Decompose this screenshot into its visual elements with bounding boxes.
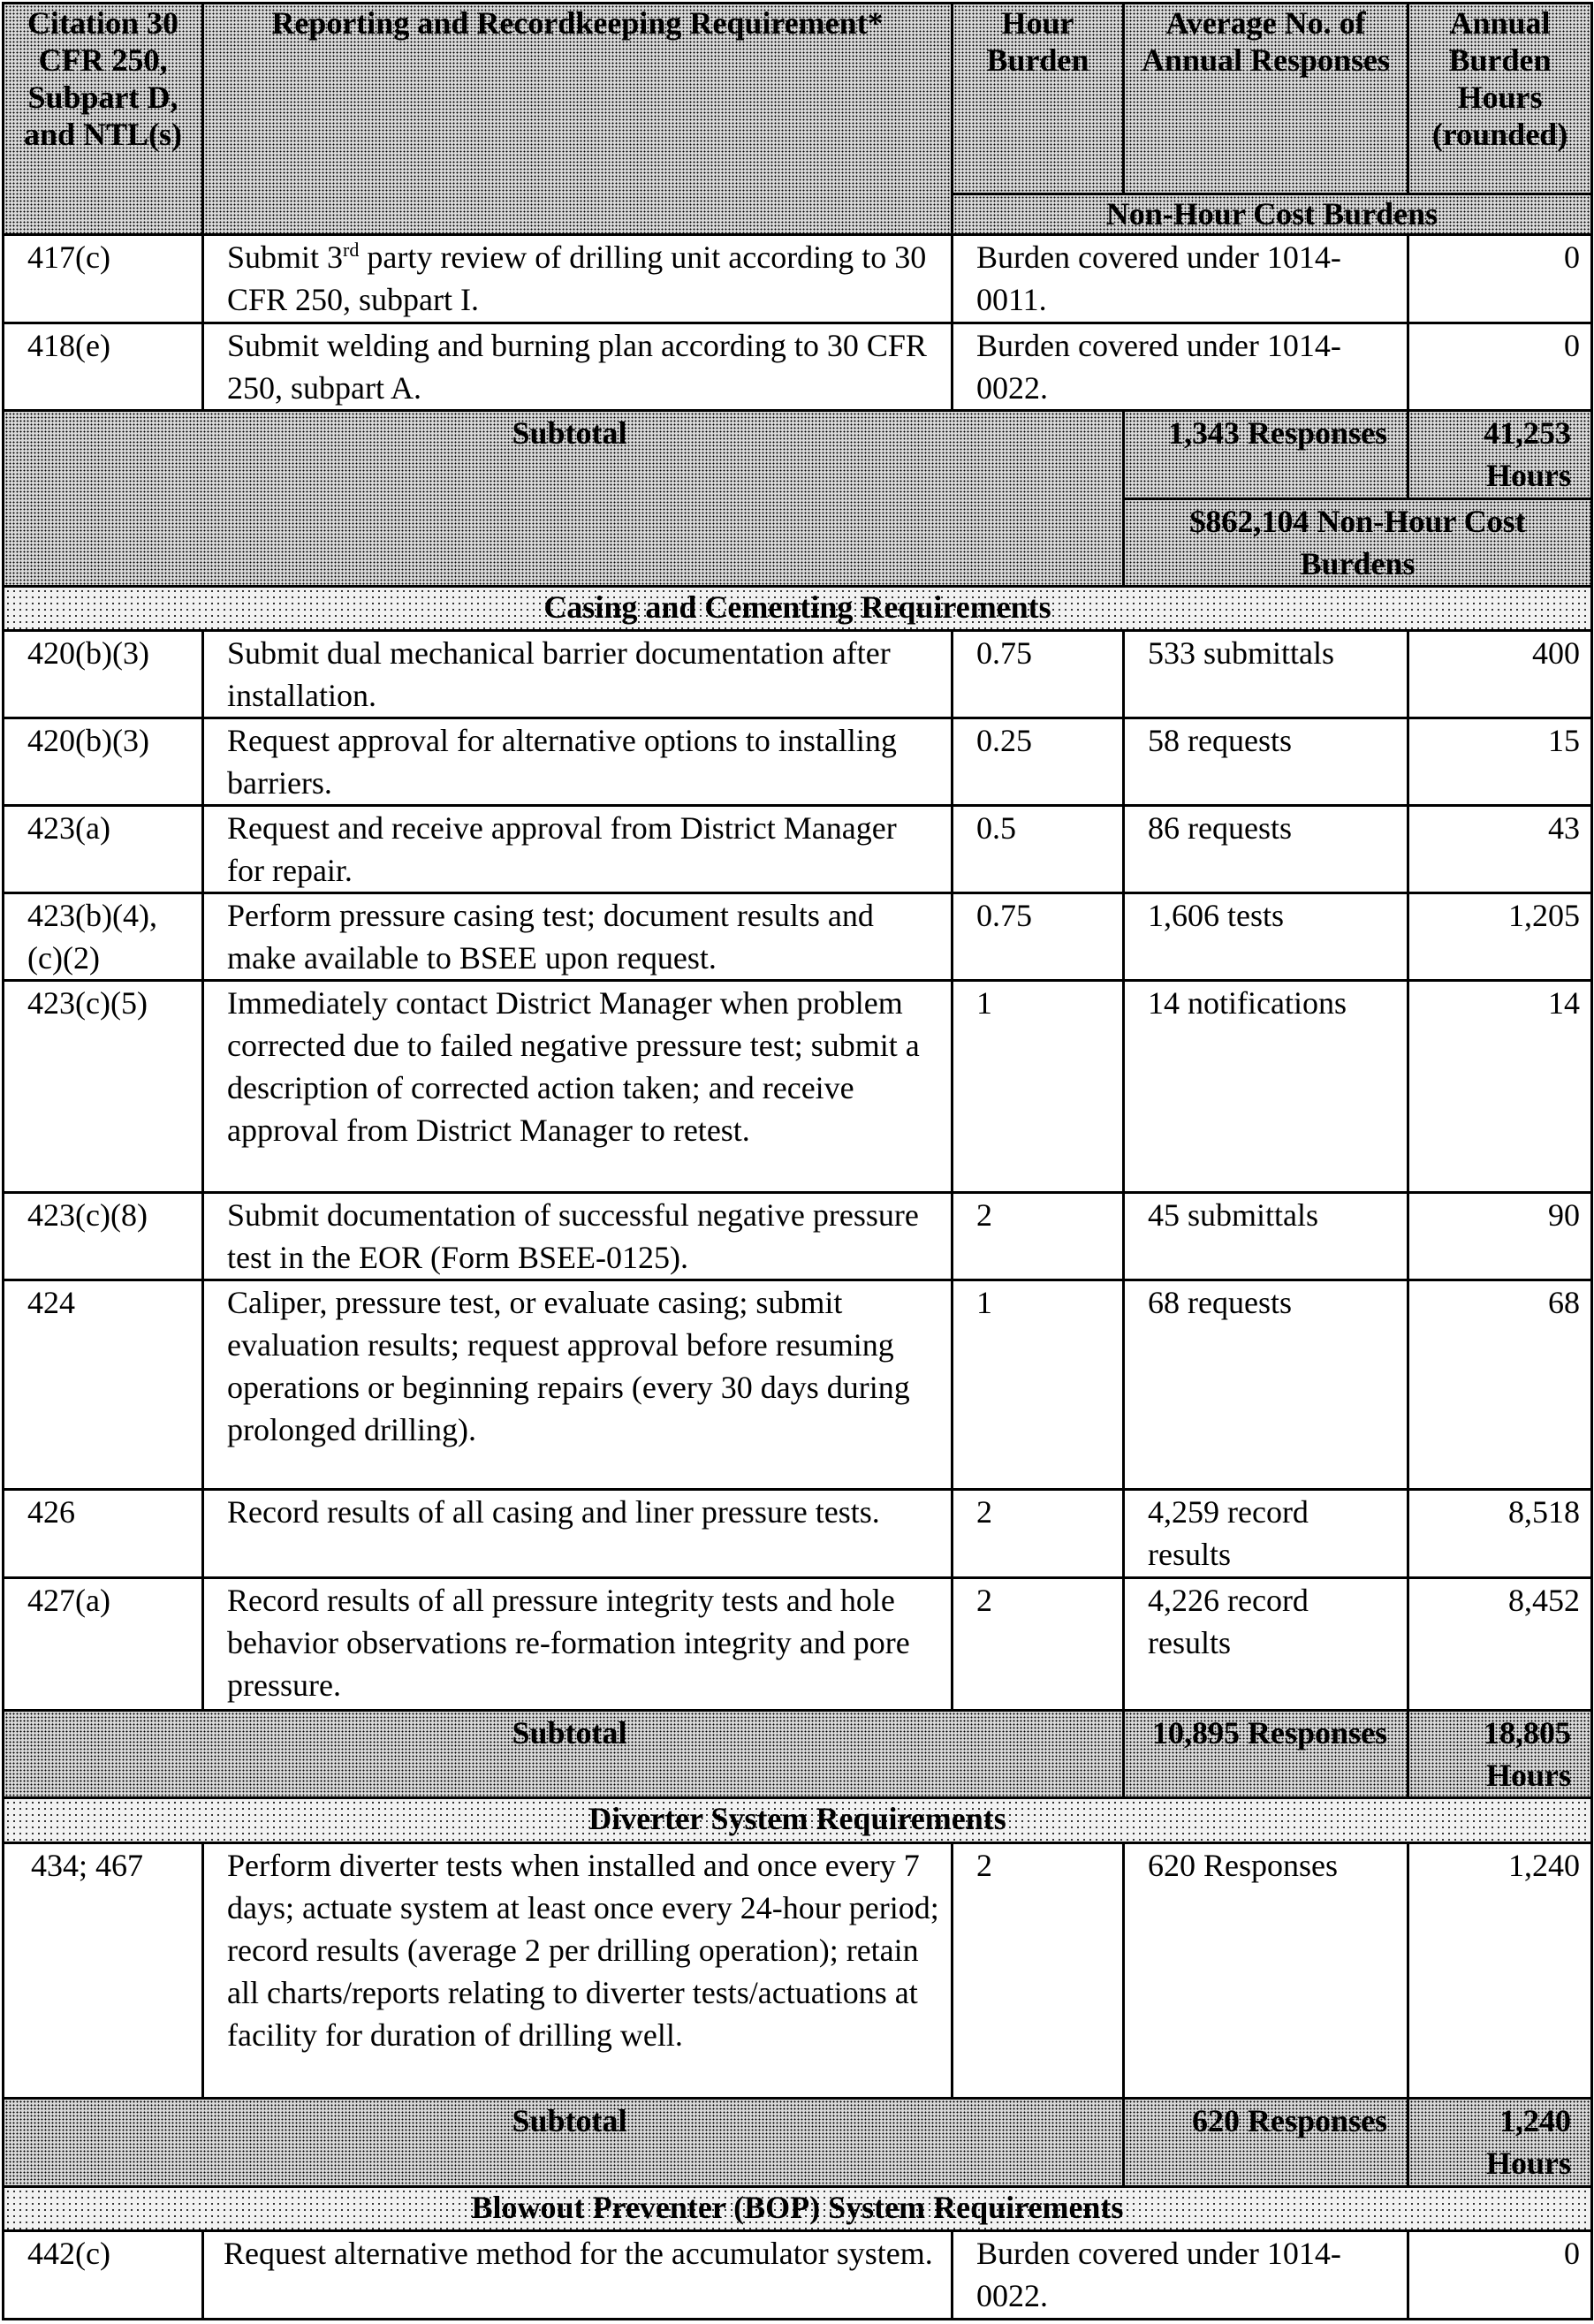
burden-note-cell: Burden covered under 1014-0022.: [953, 2231, 1408, 2320]
responses-cell: 4,226 record results: [1124, 1578, 1408, 1711]
annual-burden-cell: 90: [1408, 1193, 1592, 1280]
hour-burden-cell: 0.5: [953, 806, 1124, 893]
responses-cell: 1,606 tests: [1124, 893, 1408, 981]
header-row: [4, 4, 1592, 194]
table-row: [4, 1280, 1592, 1490]
requirement-cell: Submit dual mechanical barrier documentation after installation.: [203, 631, 953, 718]
citation-cell: 423(c)(8): [4, 1193, 203, 1280]
subtotal-hours: 1,240 Hours: [1408, 2099, 1592, 2187]
header-avg-responses: [1124, 4, 1408, 194]
requirement-cell: Immediately contact District Manager when problem corrected due to failed negative pressure test; submit a description of corrected action taken; and receive approval from District Manager to retest.: [203, 981, 953, 1193]
header-annual-burden-text: Annual Burden Hours (rounded): [1431, 5, 1568, 152]
subtotal-responses: 620 Responses: [1124, 2099, 1408, 2187]
subtotal-responses: 10,895 Responses: [1124, 1711, 1408, 1798]
table-row: [4, 1578, 1592, 1711]
header-requirement-text: Reporting and Recordkeeping Requirement*: [271, 5, 884, 41]
annual-burden-cell: 43: [1408, 806, 1592, 893]
section-header-row: [4, 587, 1592, 631]
citation-cell: 426: [4, 1490, 203, 1578]
requirement-cell: Perform diverter tests when installed and once every 7 days; actuate system at least once every 24-hour period; record results (average 2 per drilling operation); retain all charts/reports relating to diverter tests/actuations at facility for duration of drilling well.: [203, 1843, 953, 2099]
citation-cell: 423(b)(4), (c)(2): [4, 893, 203, 981]
requirement-cell: Perform pressure casing test; document results and make available to BSEE upon request.: [203, 893, 953, 981]
table-row: [4, 2231, 1592, 2320]
subtotal-hours: 41,253 Hours: [1408, 411, 1592, 499]
subtotal-non-hour-cost: $862,104 Non-Hour Cost Burdens: [1124, 499, 1592, 587]
citation-cell: 427(a): [4, 1578, 203, 1711]
section-header-row: [4, 1798, 1592, 1843]
superscript: rd: [343, 239, 360, 261]
requirement-text: Submit 3: [227, 239, 344, 275]
responses-cell: 86 requests: [1124, 806, 1408, 893]
header-requirement: [203, 4, 953, 235]
citation-cell: 423(c)(5): [4, 981, 203, 1193]
citation-cell: 442(c): [4, 2231, 203, 2320]
table-row: [4, 323, 1592, 411]
header-hour-burden: [953, 4, 1124, 194]
header-non-hour-text: Non-Hour Cost Burdens: [1105, 196, 1438, 232]
subtotal-label: Subtotal: [4, 1711, 1124, 1798]
subtotal-row: [4, 411, 1592, 499]
section-bop-title: Blowout Preventer (BOP) System Requirements: [4, 2187, 1592, 2231]
responses-cell: 620 Responses: [1124, 1843, 1408, 2099]
subtotal-responses: 1,343 Responses: [1124, 411, 1408, 499]
burden-table: [2, 2, 1593, 2320]
citation-cell: 423(a): [4, 806, 203, 893]
header-citation-text: Citation 30 CFR 250, Subpart D, and NTL(s): [23, 5, 183, 152]
responses-cell: 68 requests: [1124, 1280, 1408, 1490]
annual-burden-cell: 8,452: [1408, 1578, 1592, 1711]
annual-burden-cell: 1,205: [1408, 893, 1592, 981]
table-row: [4, 981, 1592, 1193]
hour-burden-cell: 2: [953, 1193, 1124, 1280]
table-row: [4, 893, 1592, 981]
header-annual-burden: [1408, 4, 1592, 194]
requirement-cell: Caliper, pressure test, or evaluate casing; submit evaluation results; request approval before resuming operations or beginning repairs (every 30 days during prolonged drilling).: [203, 1280, 953, 1490]
table-row: [4, 1843, 1592, 2099]
responses-cell: 14 notifications: [1124, 981, 1408, 1193]
table-row: [4, 806, 1592, 893]
annual-burden-cell: 15: [1408, 718, 1592, 806]
subtotal-label: Subtotal: [4, 411, 1124, 587]
section-header-row: [4, 2187, 1592, 2231]
requirement-cell: [203, 235, 953, 323]
annual-burden-cell: 400: [1408, 631, 1592, 718]
citation-cell: 420(b)(3): [4, 631, 203, 718]
requirement-cell: Record results of all pressure integrity tests and hole behavior observations re-formation integrity and pore pressure.: [203, 1578, 953, 1711]
requirement-cell: Request approval for alternative options to installing barriers.: [203, 718, 953, 806]
citation-cell: 434; 467: [4, 1843, 203, 2099]
annual-burden-cell: 0: [1408, 2231, 1592, 2320]
annual-burden-cell: 0: [1408, 323, 1592, 411]
requirement-cell: Request alternative method for the accumulator system.: [203, 2231, 953, 2320]
hour-burden-cell: 0.25: [953, 718, 1124, 806]
responses-cell: 4,259 record results: [1124, 1490, 1408, 1578]
burden-note-cell: Burden covered under 1014-0011.: [953, 235, 1408, 323]
responses-cell: 45 submittals: [1124, 1193, 1408, 1280]
burden-note-cell: Burden covered under 1014-0022.: [953, 323, 1408, 411]
subtotal-row: [4, 2099, 1592, 2187]
header-citation: [4, 4, 203, 235]
responses-cell: 58 requests: [1124, 718, 1408, 806]
header-non-hour: [953, 194, 1592, 235]
annual-burden-cell: 14: [1408, 981, 1592, 1193]
table-row: [4, 718, 1592, 806]
hour-burden-cell: 2: [953, 1578, 1124, 1711]
subtotal-row: [4, 1711, 1592, 1798]
requirement-cell: Request and receive approval from District Manager for repair.: [203, 806, 953, 893]
annual-burden-cell: 8,518: [1408, 1490, 1592, 1578]
table-row: [4, 1490, 1592, 1578]
header-hour-burden-text: Hour Burden: [986, 5, 1089, 78]
subtotal-hours: 18,805 Hours: [1408, 1711, 1592, 1798]
hour-burden-cell: 1: [953, 1280, 1124, 1490]
requirement-cell: Submit welding and burning plan according to 30 CFR 250, subpart A.: [203, 323, 953, 411]
citation-cell: 417(c): [4, 235, 203, 323]
citation-cell: 418(e): [4, 323, 203, 411]
table-row: [4, 235, 1592, 323]
hour-burden-cell: 0.75: [953, 631, 1124, 718]
section-casing-title: Casing and Cementing Requirements: [4, 587, 1592, 631]
requirement-text-cont: party review of drilling unit according to 30 CFR 250, subpart I.: [227, 239, 927, 317]
requirement-cell: Submit documentation of successful negative pressure test in the EOR (Form BSEE-0125).: [203, 1193, 953, 1280]
table-row: [4, 1193, 1592, 1280]
hour-burden-cell: 2: [953, 1843, 1124, 2099]
subtotal-label: Subtotal: [4, 2099, 1124, 2187]
table-row: [4, 631, 1592, 718]
citation-cell: 420(b)(3): [4, 718, 203, 806]
header-avg-responses-text: Average No. of Annual Responses: [1141, 5, 1391, 78]
annual-burden-cell: 1,240: [1408, 1843, 1592, 2099]
section-diverter-title: Diverter System Requirements: [4, 1798, 1592, 1843]
annual-burden-cell: 0: [1408, 235, 1592, 323]
responses-cell: 533 submittals: [1124, 631, 1408, 718]
hour-burden-cell: 0.75: [953, 893, 1124, 981]
hour-burden-cell: 2: [953, 1490, 1124, 1578]
requirement-cell: Record results of all casing and liner pressure tests.: [203, 1490, 953, 1578]
annual-burden-cell: 68: [1408, 1280, 1592, 1490]
hour-burden-cell: 1: [953, 981, 1124, 1193]
citation-cell: 424: [4, 1280, 203, 1490]
